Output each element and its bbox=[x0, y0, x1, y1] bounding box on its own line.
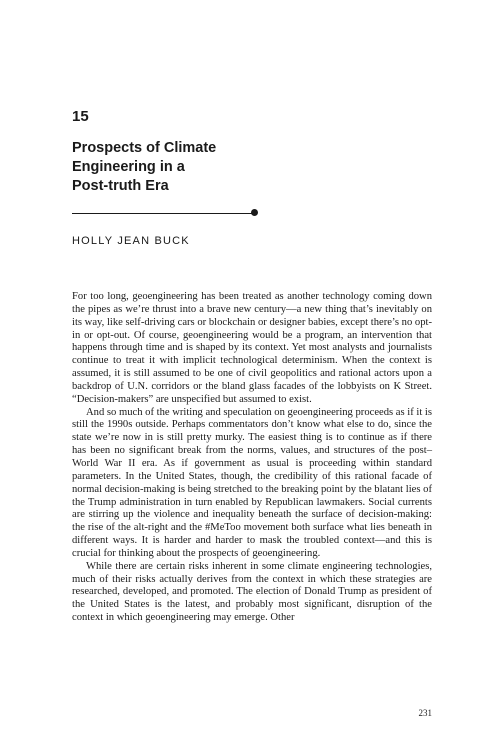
chapter-body bbox=[72, 291, 432, 625]
body-paragraph: For too long, geoengineering has been treated as another technology coming down the pipes as we’re thrust into a brave new century—a new thing that’s inevitably on its way, like self-driving cars or blockchain or designer babies, except there’s no opt-in or opt-out. Of course, geoengineering would be a program, an intervention that happens through time and is shaped by its context. Yet most analysts and journalists continue to treat it with implicit technological determinism. When the context is assumed, it is still assumed to be one of civil geopolitics and rational actors upon a backdrop of U.N. corridors or the bland glass facades of the lobbyists on K Street. “Decision-makers” are unspecified but assumed to exist. bbox=[72, 291, 432, 405]
title-rule-dot bbox=[251, 209, 258, 216]
chapter-number: 15 bbox=[72, 108, 89, 125]
chapter-title bbox=[72, 139, 312, 196]
title-rule bbox=[72, 213, 256, 214]
chapter-title-line: Engineering in a bbox=[72, 159, 185, 175]
chapter-author: HOLLY JEAN BUCK bbox=[72, 235, 190, 247]
chapter-title-line: Post-truth Era bbox=[72, 178, 169, 194]
page-number: 231 bbox=[418, 708, 432, 718]
chapter-title-line: Prospects of Climate bbox=[72, 140, 217, 156]
body-paragraph: While there are certain risks inherent in some climate engineering technologies, much of their risks actually derives from the context in which these strategies are researched, developed, and promoted. The election of Donald Trump as president of the United States is the latest, and probably most significant, disruption of the context in which geoengineering may emerge. Other bbox=[72, 560, 432, 624]
body-paragraph: And so much of the writing and speculation on geoengineering proceeds as if it is still the 1990s outside. Perhaps commentators don’t know what else to do, since the state we’re now in is still pretty murky. The easiest thing is to continue as if there has been no significant break from the norms, values, and structures of the post–World War II era. As if government as usual is proceeding within standard parameters. In the United States, though, the credibility of this rational facade of normal decision-making is being stretched to the breaking point by the blatant lies of the Trump administration in turn enabled by Republican lawmakers. Social currents are stirring up the violence and inequality beneath the surface of decision-making: the rise of the alt-right and the #MeToo movement both surface what lies beneath in different ways. It is harder and harder to mask the troubled context—and this is crucial for thinking about the prospects of geoengineering. bbox=[72, 406, 432, 559]
